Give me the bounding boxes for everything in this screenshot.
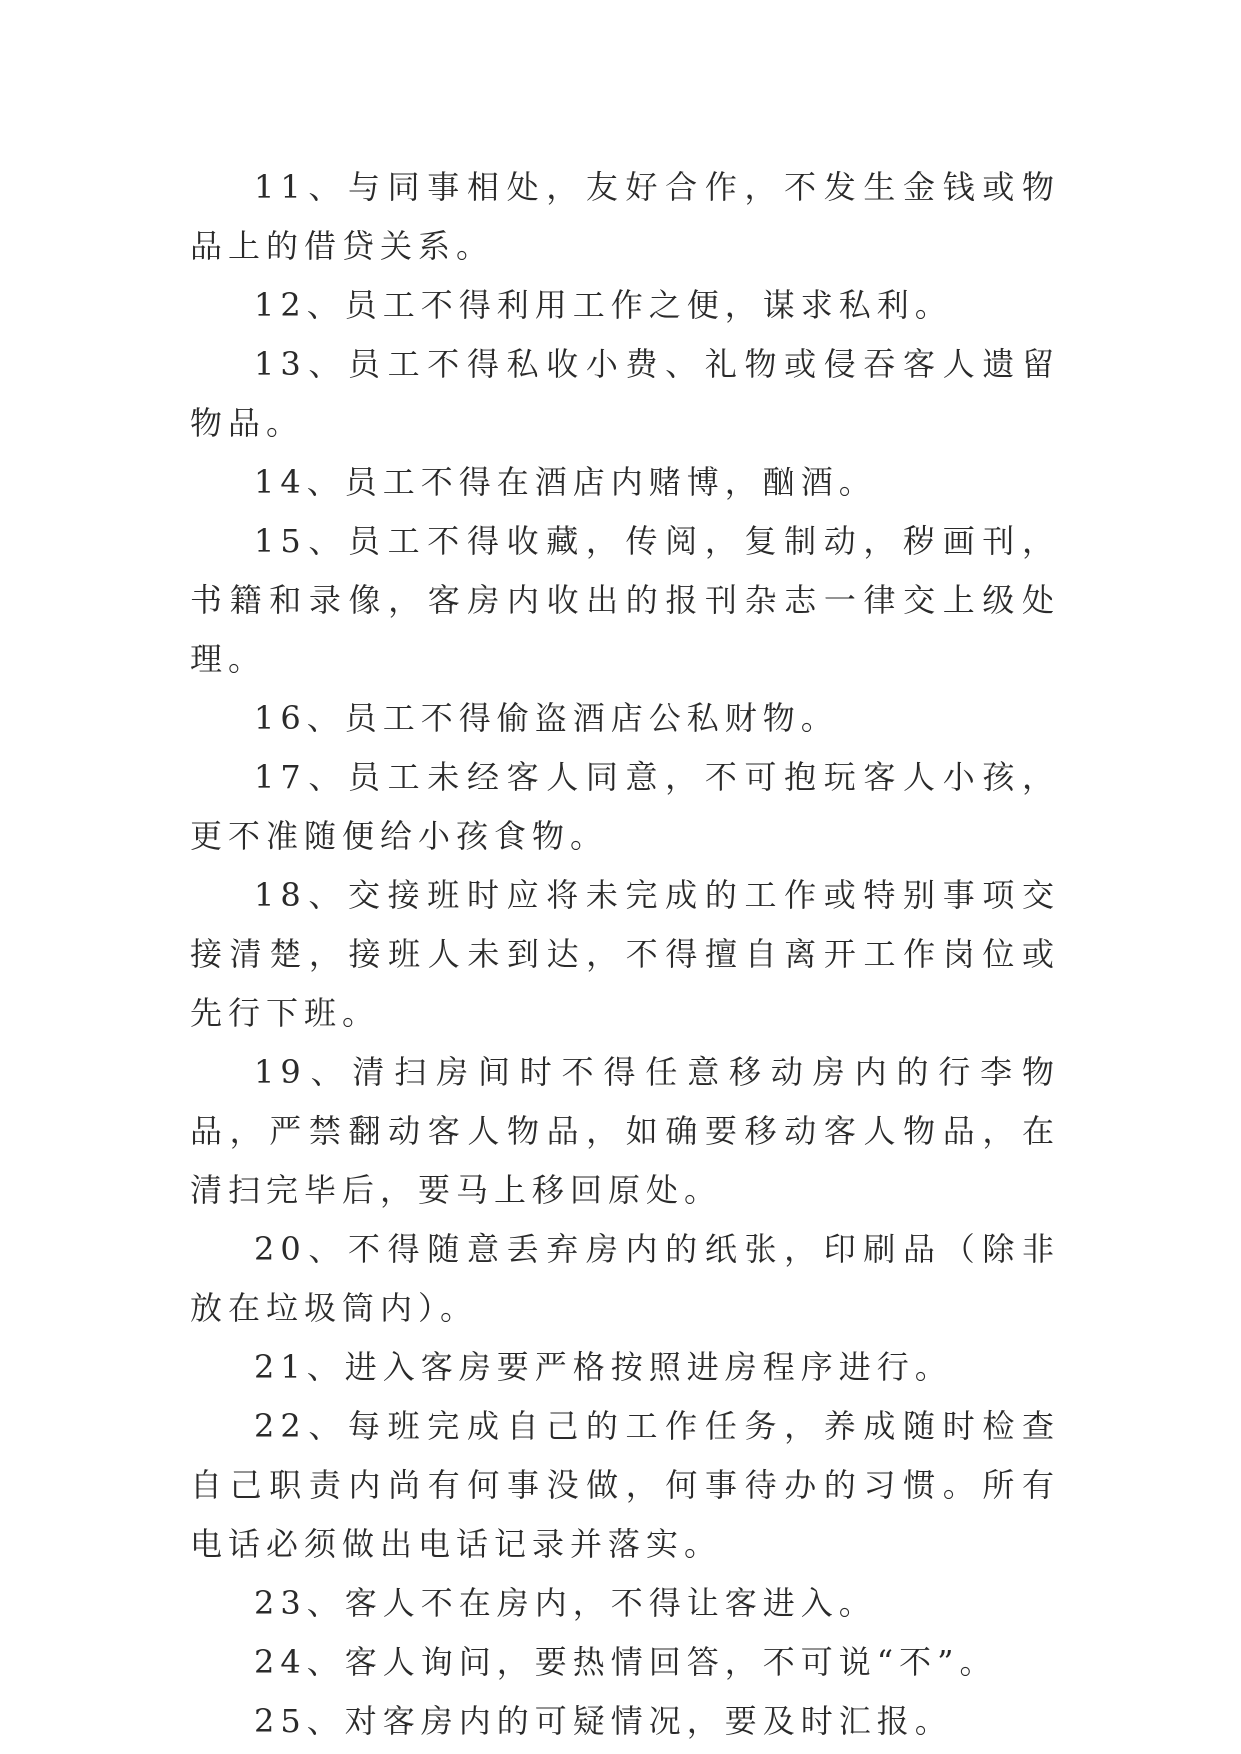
rule-paragraph-22: 22、每班完成自己的工作任务，养成随时检查自己职责内尚有何事没做，何事待办的习惯。所有电话必须做出电话记录并落实。 <box>190 1407 1060 1563</box>
document-body <box>190 158 1060 1751</box>
rule-paragraph-13: 13、员工不得私收小费、礼物或侵吞客人遗留物品。 <box>190 345 1060 442</box>
rule-paragraph-18: 18、交接班时应将未完成的工作或特别事项交接清楚，接班人未到达，不得擅自离开工作岗位或先行下班。 <box>190 876 1060 1032</box>
rule-paragraph-17: 17、员工未经客人同意，不可抱玩客人小孩，更不准随便给小孩食物。 <box>190 758 1060 855</box>
rule-paragraph-12: 12、员工不得利用工作之便，谋求私利。 <box>254 286 953 324</box>
rule-paragraph-15: 15、员工不得收藏，传阅，复制动，秽画刊，书籍和录像，客房内收出的报刊杂志一律交上级处理。 <box>190 522 1060 678</box>
rule-paragraph-11: 11、与同事相处，友好合作，不发生金钱或物品上的借贷关系。 <box>190 168 1060 265</box>
rule-paragraph-23: 23、客人不在房内，不得让客进入。 <box>254 1584 877 1622</box>
rule-paragraph-19: 19、清扫房间时不得任意移动房内的行李物品，严禁翻动客人物品，如确要移动客人物品，在清扫完毕后，要马上移回原处。 <box>190 1053 1060 1209</box>
rule-paragraph-14: 14、员工不得在酒店内赌博，酗酒。 <box>254 463 877 501</box>
rule-paragraph-21: 21、进入客房要严格按照进房程序进行。 <box>254 1348 953 1386</box>
rule-paragraph-25: 25、对客房内的可疑情况，要及时汇报。 <box>254 1702 953 1740</box>
rule-paragraph-16: 16、员工不得偷盗酒店公私财物。 <box>254 699 839 737</box>
rule-paragraph-20: 20、不得随意丢弃房内的纸张，印刷品（除非放在垃圾筒内）。 <box>190 1230 1060 1327</box>
rule-paragraph-24: 24、客人询问，要热情回答，不可说“不”。 <box>254 1643 998 1681</box>
